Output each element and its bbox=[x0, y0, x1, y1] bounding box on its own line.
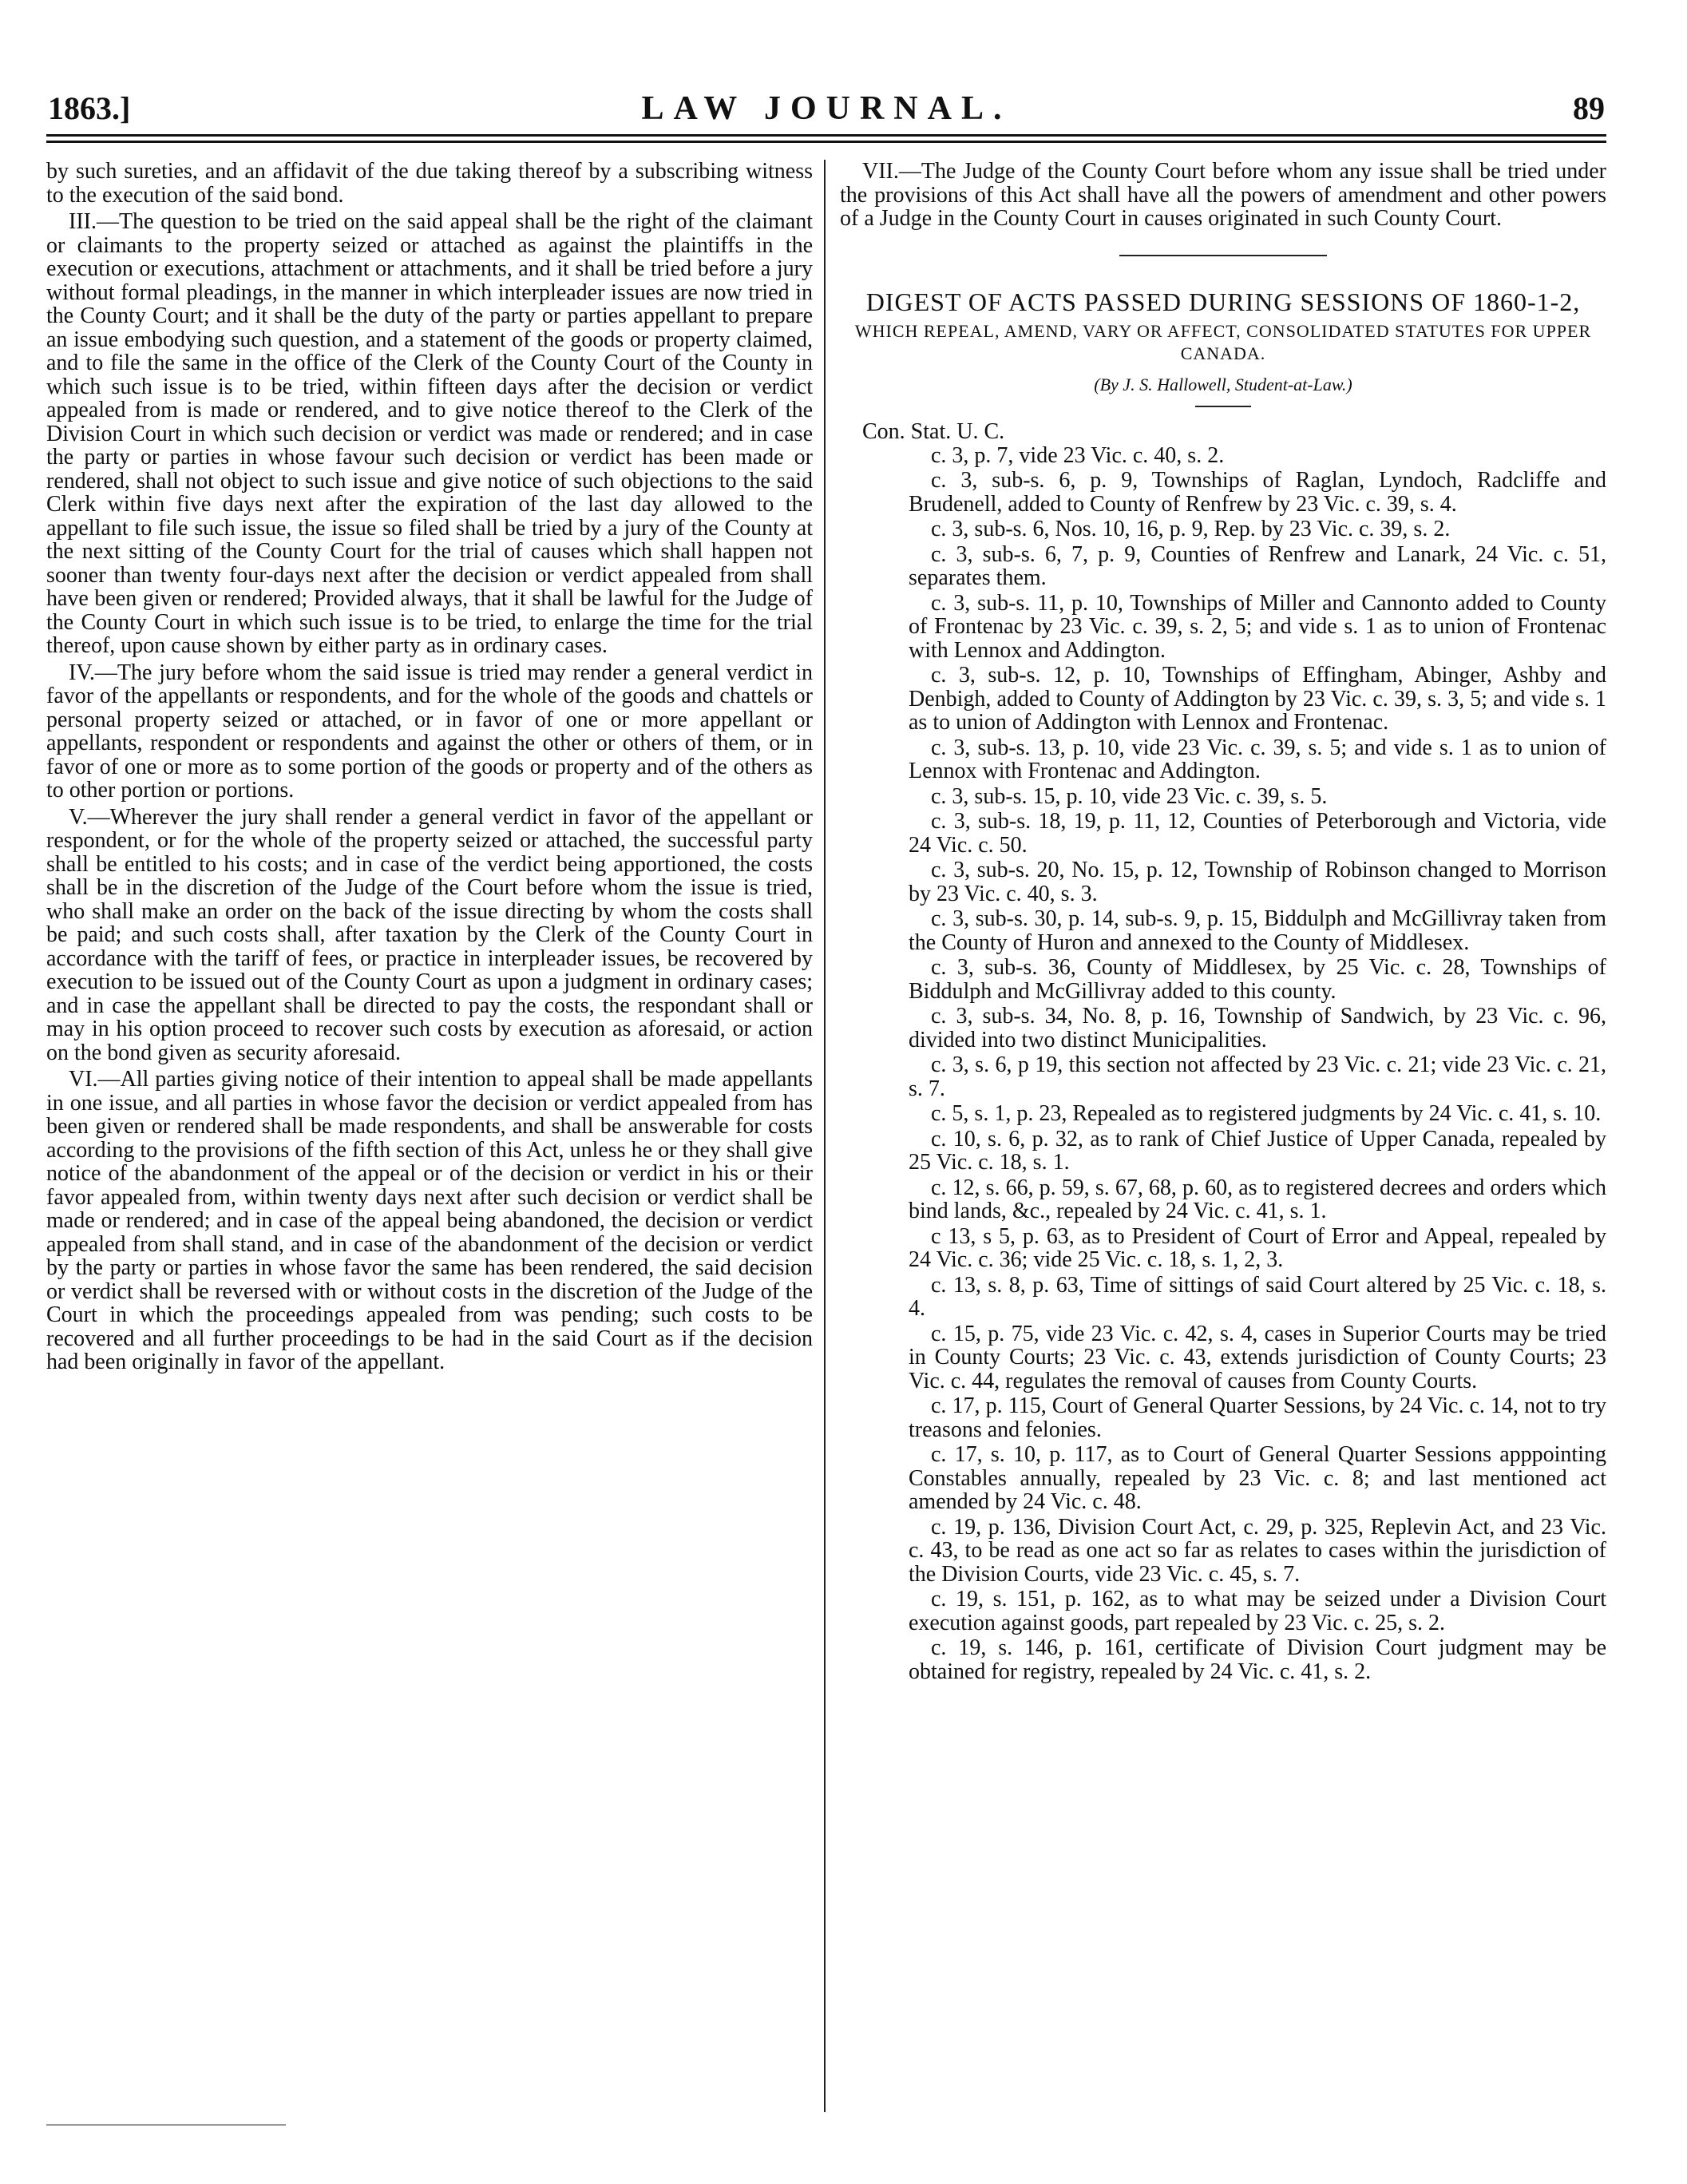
digest-entry: c. 3, sub-s. 6, p. 9, Townships of Raglan, Lyndoch, Radcliffe and Brudenell, added to County of Renfrew by 23 Vic. c. 39, s. 4. bbox=[909, 468, 1606, 517]
column-divider bbox=[824, 160, 826, 2112]
digest-title: DIGEST OF ACTS PASSED DURING SESSIONS OF 1860-1-2, bbox=[865, 287, 1581, 316]
digest-entry: c. 13, s. 8, p. 63, Time of sittings of said Court altered by 25 Vic. c. 18, s. 4. bbox=[909, 1272, 1606, 1321]
digest-entry: c. 3, sub-s. 13, p. 10, vide 23 Vic. c. 39, s. 5; and vide s. 1 as to union of Lennox with Frontenac and Addington. bbox=[909, 735, 1606, 783]
header-rule-top bbox=[46, 134, 1606, 137]
digest-entry: c. 19, p. 136, Division Court Act, c. 29, p. 325, Replevin Act, and 23 Vic. c. 43, to be read as one act so far as relates to cases within the jurisdiction of the Division Courts, vide 23 Vic. c. 45, s. 7. bbox=[909, 1514, 1606, 1587]
section-v: V.—Wherever the jury shall render a general verdict in favor of the appellant or respondent, or for the whole of the property seized or attached, the successful party shall be entitled to his costs; and in case of the verdict being apportioned, the costs shall be in the discretion of the Judge of the Court before whom the issue is tried, who shall make an order on the back of the issue directing by whom the costs shall be paid; and such costs shall, after taxation by the Clerk of the County Court in accordance with the tariff of fees, or practice in interpleader issues, be recovered by execution to be issued out of the County Court as upon a judgment in ordinary cases; and in case the appellant shall be directed to pay the costs, the respondant shall or may in his option proceed to recover such costs by execution as aforesaid, or action on the bond given as security aforesaid. bbox=[46, 804, 813, 1065]
digest-entry: c. 12, s. 66, p. 59, s. 67, 68, p. 60, as to registered decrees and orders which bind lands, &c., repealed by 24 Vic. c. 41, s. 1. bbox=[909, 1175, 1606, 1223]
page-number: 89 bbox=[1573, 90, 1605, 126]
digest-entry: c. 19, s. 146, p. 161, certificate of Division Court judgment may be obtained for registry, repealed by 24 Vic. c. 41, s. 2. bbox=[909, 1635, 1606, 1684]
digest-entry: c. 3, sub-s. 20, No. 15, p. 12, Township of Robinson changed to Morrison by 23 Vic. c. 40, s. 3. bbox=[909, 858, 1606, 906]
digest-entry: c. 3, sub-s. 12, p. 10, Townships of Effingham, Abinger, Ashby and Denbigh, added to County of Addington by 23 Vic. c. 39, s. 3, 5; and vide s. 1 as to union of Addington with Lennox and Frontenac. bbox=[909, 663, 1606, 735]
left-column bbox=[46, 160, 813, 1374]
digest-entry: c. 3, sub-s. 6, Nos. 10, 16, p. 9, Rep. by 23 Vic. c. 39, s. 2. bbox=[931, 517, 1451, 541]
digest-entry: c. 17, p. 115, Court of General Quarter Sessions, by 24 Vic. c. 14, not to try treasons and felonies. bbox=[909, 1393, 1606, 1442]
digest-entries bbox=[840, 444, 1606, 1684]
digest-entry: c 13, s 5, p. 63, as to President of Court of Error and Appeal, repealed by 24 Vic. c. 36; vide 25 Vic. c. 18, s. 1, 2, 3. bbox=[909, 1223, 1606, 1272]
digest-entry: c. 3, sub-s. 34, No. 8, p. 16, Township of Sandwich, by 23 Vic. c. 96, divided into two distinct Municipalities. bbox=[909, 1004, 1606, 1052]
section-rule bbox=[1119, 255, 1327, 256]
digest-entry: c. 3, sub-s. 15, p. 10, vide 23 Vic. c. 39, s. 5. bbox=[931, 783, 1328, 809]
digest-entry: c. 19, s. 151, p. 162, as to what may be seized under a Division Court execution against goods, part repealed by 23 Vic. c. 25, s. 2. bbox=[909, 1587, 1606, 1635]
digest-entry: c. 17, s. 10, p. 117, as to Court of General Quarter Sessions apppointing Constables annually, repealed by 23 Vic. c. 8; and last mentioned act amended by 24 Vic. c. 48. bbox=[909, 1442, 1606, 1514]
header-year: 1863.] bbox=[48, 90, 131, 126]
digest-entry: c. 3, sub-s. 6, 7, p. 9, Counties of Renfrew and Lanark, 24 Vic. c. 51, separates them. bbox=[909, 541, 1606, 590]
digest-entry: c. 3, p. 7, vide 23 Vic. c. 40, s. 2. bbox=[931, 442, 1225, 468]
section-iii: III.—The question to be tried on the said appeal shall be the right of the claimant or claimants to the property seized or attached as against the plaintiffs in the execution or executions, attachment or attachments, and it shall be tried before a jury without formal pleadings, in the manner in which interpleader issues are now tried in the County Court; and it shall be the duty of the party or parties appellant to prepare an issue embodying such question, and a statement of the goods or property claimed, and to file the same in the office of the Clerk of the County Court of the County in which such issue is to be tried, within fifteen days after the decision or verdict appealed from is made or rendered, and to give notice thereof to the Clerk of the Division Court in which such decision or verdict was made or rendered; and in case the party or parties in whose favour such decision or verdict has been made or rendered, shall not object to such issue and give notice of such objections to the said Clerk within five days next after the expiration of the last day allowed to the appellant to file such issue, the issue so filed shall be tried by a jury of the County at the next sitting of the County Court for the trial of causes which shall happen not sooner than twenty four-days next after the decision or verdict appealed from shall have been given or rendered; Provided always, that it shall be lawful for the Judge of the County Court in which such issue is to be tried, to enlarge the time for the trial thereof, upon cause shown by either party as in ordinary cases. bbox=[46, 209, 813, 658]
digest-rule bbox=[1195, 406, 1251, 407]
digest-entry: c. 3, sub-s. 18, 19, p. 11, 12, Counties of Peterborough and Victoria, vide 24 Vic. c. 50. bbox=[909, 809, 1606, 858]
header-rule-bottom bbox=[46, 141, 1606, 143]
digest-entry: c. 3, sub-s. 30, p. 14, sub-s. 9, p. 15, Biddulph and McGillivray taken from the County of Huron and annexed to the County of Middlesex. bbox=[909, 906, 1606, 955]
section-vii: VII.—The Judge of the County Court before whom any issue shall be tried under the provisions of this Act shall have all the powers of amendment and other powers of a Judge in the County Court in causes originated in such County Court. bbox=[840, 159, 1606, 231]
section-iv: IV.—The jury before whom the said issue is tried may render a general verdict in favor of the appellants or respondents, and for the whole of the goods and chattels or personal property seized or attached, or in favor of one or more appellant or appellants, respondent or respondents and against the other or others of them, or in favor of one or more as to some portion of the goods or property and of the others as to other portion or portions. bbox=[46, 660, 813, 803]
right-column bbox=[840, 160, 1606, 1683]
digest-entry: c. 3, sub-s. 36, County of Middlesex, by 25 Vic. c. 28, Townships of Biddulph and McGillivray added to this county. bbox=[909, 955, 1606, 1004]
con-stat-heading: Con. Stat. U. C. bbox=[862, 419, 1005, 444]
section-vi: VI.—All parties giving notice of their intention to appeal shall be made appellants in one issue, and all parties in whose favor the decision or verdict appealed from has been given or rendered shall be made respondents, and shall be answerable for costs according to the provisions of the fifth section of this Act, unless he or they shall give notice of the abandonment of the appeal or of the decision or verdict in his or their favor appealed from, within twenty days next after such decision or verdict shall be made or rendered; and in case of the appeal being abandoned, the decision or verdict appealed from shall stand, and in case of the abandonment of the decision or verdict by the party or parties in whose favor the same has been rendered, the said decision or verdict shall be reversed with or without costs in the discretion of the Judge of the Court in which the proceedings appealed from was pending; such costs to be recovered and all further proceedings to be had in the said Court as if the decision had been originally in favor of the appellant. bbox=[46, 1067, 813, 1374]
running-header bbox=[48, 89, 1605, 131]
paragraph-continuation: by such sureties, and an affidavit of the due taking thereof by a subscribing witness to the execution of the said bond. bbox=[46, 159, 813, 208]
digest-subtitle: WHICH REPEAL, AMEND, VARY OR AFFECT, CONSOLIDATED STATUTES FOR UPPER CANADA. bbox=[854, 320, 1592, 363]
digest-entry: c. 3, sub-s. 11, p. 10, Townships of Miller and Cannonto added to County of Frontenac by 23 Vic. c. 39, s. 2, 5; and vide s. 1 as to union of Frontenac with Lennox and Addington. bbox=[909, 590, 1606, 663]
footer-rule bbox=[46, 2124, 286, 2126]
digest-author: (By J. S. Hallowell, Student-at-Law.) bbox=[1094, 374, 1352, 394]
digest-entry: c. 5, s. 1, p. 23, Repealed as to registered judgments by 24 Vic. c. 41, s. 10. bbox=[931, 1101, 1602, 1126]
digest-entry: c. 15, p. 75, vide 23 Vic. c. 42, s. 4, cases in Superior Courts may be tried in County Courts; 23 Vic. c. 43, extends jurisdiction of County Courts; 23 Vic. c. 44, regulates the removal of causes from County Courts. bbox=[909, 1321, 1606, 1393]
journal-title: LAW JOURNAL. bbox=[641, 90, 1012, 127]
digest-entry: c. 10, s. 6, p. 32, as to rank of Chief Justice of Upper Canada, repealed by 25 Vic. c. 18, s. 1. bbox=[909, 1126, 1606, 1175]
digest-entry: c. 3, s. 6, p 19, this section not affected by 23 Vic. c. 21; vide 23 Vic. c. 21, s. 7. bbox=[909, 1052, 1606, 1101]
